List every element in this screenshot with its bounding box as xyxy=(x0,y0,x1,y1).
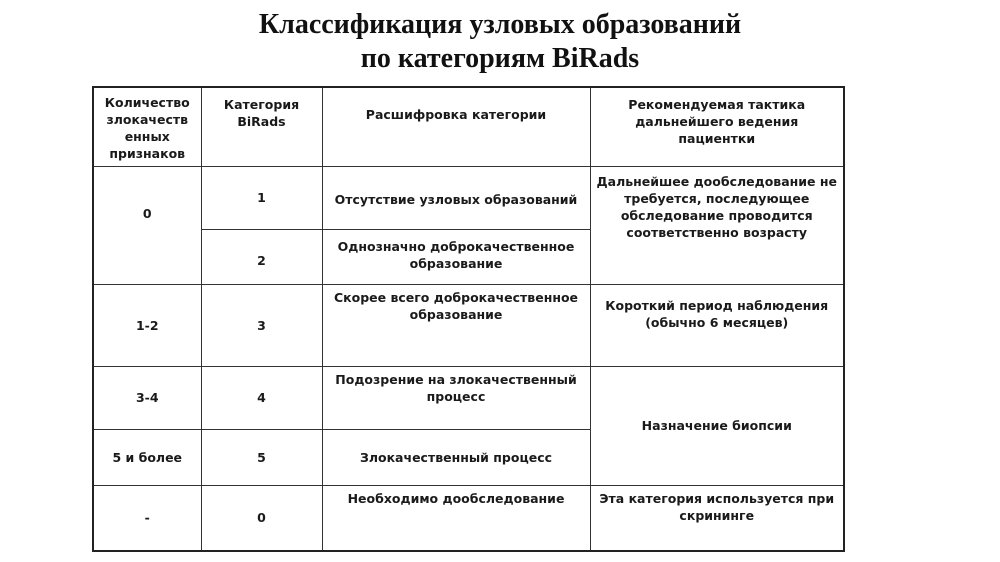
cell-description: Подозрение на злокачественный процесс xyxy=(322,366,590,429)
cell-signs: 0 xyxy=(93,166,201,284)
table-header-row xyxy=(93,87,844,166)
cell-description: Злокачественный процесс xyxy=(322,429,590,485)
cell-description: Однозначно доброкачественное образование xyxy=(322,229,590,284)
birads-table xyxy=(92,86,845,552)
cell-tactic: Назначение биопсии xyxy=(590,366,844,485)
cell-category: 4 xyxy=(201,366,322,429)
table-row xyxy=(93,166,844,229)
cell-description: Скорее всего доброкачественное образование xyxy=(322,284,590,366)
cell-tactic: Эта категория используется при скрининге xyxy=(590,485,844,551)
cell-category: 2 xyxy=(201,229,322,284)
cell-tactic: Короткий период наблюдения (обычно 6 месяцев) xyxy=(590,284,844,366)
table-row xyxy=(93,366,844,429)
cell-signs: 3-4 xyxy=(93,366,201,429)
cell-category: 1 xyxy=(201,166,322,229)
header-signs: Количество злокачеств енных признаков xyxy=(93,87,201,166)
cell-signs: - xyxy=(93,485,201,551)
table-row xyxy=(93,284,844,366)
table-row xyxy=(93,485,844,551)
page-title xyxy=(0,8,1000,76)
title-line-1: Классификация узловых образований xyxy=(258,9,742,40)
cell-description: Необходимо дообследование xyxy=(322,485,590,551)
cell-category: 5 xyxy=(201,429,322,485)
header-description: Расшифровка категории xyxy=(322,87,590,166)
cell-signs: 5 и более xyxy=(93,429,201,485)
cell-description: Отсутствие узловых образований xyxy=(322,166,590,229)
cell-category: 3 xyxy=(201,284,322,366)
cell-signs: 1-2 xyxy=(93,284,201,366)
header-category: Категория BiRads xyxy=(201,87,322,166)
cell-tactic: Дальнейшее дообследование не требуется, последующее обследование проводится соответственно возрасту xyxy=(590,166,844,284)
header-tactic: Рекомендуемая тактика дальнейшего ведения пациентки xyxy=(590,87,844,166)
cell-category: 0 xyxy=(201,485,322,551)
title-line-2: по категориям BiRads xyxy=(360,43,640,74)
